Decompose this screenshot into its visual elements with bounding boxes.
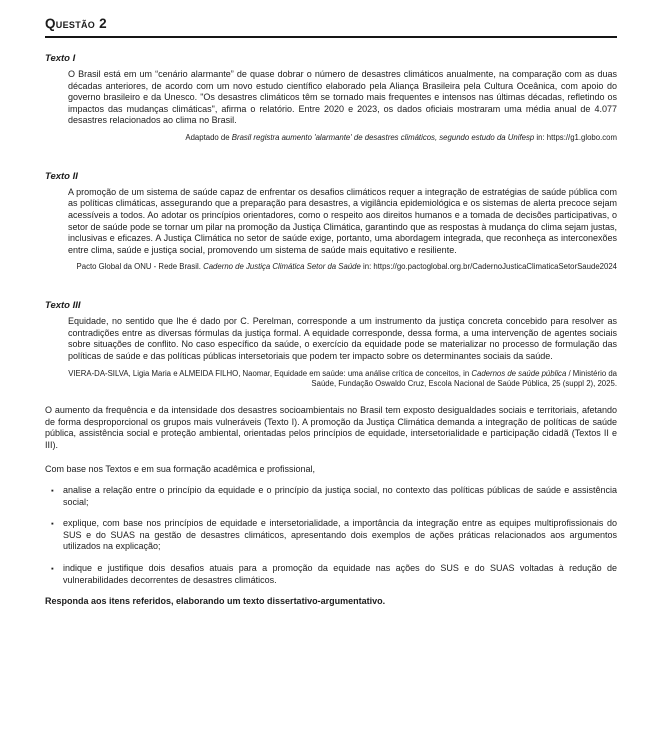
text-label-2: Texto II [45, 170, 78, 182]
text-body-2: A promoção de um sistema de saúde capaz de enfrentar os desafios climáticos requer a integração de estratégias de saúde pública com as políticas climáticas, assegurando que a preparação para desastres, a vigilância epidemiológica e os sistemas de alerta precoce sejam acessíveis a todos. Ao adotar os princípios orientadores, como o respeito aos direitos humanos e a tomada de decisões participativas, o setor de saúde pode se tornar um pilar na promoção da Justiça Climática, garantindo que as respostas à mudança do clima sejam justas, inclusivas e eficazes. A Justiça Climática no setor de saúde exige, portanto, uma abordagem integrada, que reconheça as interconexões entre clima, saúde e justiça social, promovendo um sistema de saúde mais equitativo e resiliente. [68, 186, 617, 255]
prompt-lead: Com base nos Textos e em sua formação acadêmica e profissional, [45, 464, 315, 475]
citation-3-title: Cadernos de saúde pública [471, 368, 567, 378]
instruction-list [45, 485, 617, 586]
text-label-3: Texto III [45, 300, 81, 312]
citation-3-suffix: / Ministério da Saúde, Fundação Oswaldo Cruz, Escola Nacional de Saúde Pública, 25 (suppl 2), 2025. [311, 368, 617, 389]
instruction-item-1: ▪ analise a relação entre o princípio da equidade e o princípio da justiça social, no contexto das políticas públicas de saúde e assistência social; [45, 485, 617, 508]
citation-3 [45, 369, 617, 391]
text-body-1: O Brasil está em um “cenário alarmante” de quase dobrar o número de desastres climáticos anualmente, na comparação com as duas décadas anteriores, de acordo com um novo estudo científico elaborado pela Aliança Brasileira pela Cultura Oceânica, com apoio do governo brasileiro e da Unesco. "Os desastres climáticos têm se tornado mais frequentes e intensos nas últimas décadas, refletindo os impactos das mudanças climáticas", afirma o relatório. Entre 2020 e 2023, os dados oficiais mostraram uma média anual de 4.077 desastres relacionados ao clima no Brasil. [68, 69, 617, 126]
text-label-1: Texto I [45, 53, 76, 64]
text-section-2 [45, 171, 617, 273]
text-section-1 [45, 53, 617, 144]
question-title: Questão 2 [45, 16, 107, 31]
prompt-paragraph: O aumento da frequência e da intensidade dos desastres socioambientais no Brasil tem exposto desigualdades sociais e territoriais, afetando de forma desproporcional os grupos mais vulneráveis (Texto I). A promoção da Justiça Climática demanda a integração de políticas de saúde pública, assistência social e proteção ambiental, orientadas pelos princípios de equidade, intersetorialidade e participação cidadã (Textos II e III). [45, 405, 617, 450]
citation-1 [45, 133, 617, 144]
text-body-3: Equidade, no sentido que lhe é dado por C. Perelman, corresponde a um instrumento da justiça concreta concebido para resolver as contradições entre as diversas fórmulas da justiça formal. A equidade corresponde, dessa forma, a uma intervenção de agentes sociais sobre situações de conflito. No caso específico da saúde, o exercício da equidade pode se materializar no processo de formulação das políticas de saúde e das políticas públicas intersetoriais que podem ter impacto sobre os determinantes sociais da saúde. [68, 316, 617, 361]
citation-1-title: Brasil registra aumento 'alarmante' de desastres climáticos, segundo estudo da Unifesp [231, 132, 535, 142]
instruction-item-2: ▪ explique, com base nos princípios de equidade e intersetorialidade, a importância da integração entre as equipes multiprofissionais do SUS e do SUAS na gestão de desastres climáticos, apresentando dois exemplos de ações práticas relacionados aos argumentos utilizados na explicação; [45, 518, 617, 553]
citation-2 [45, 262, 617, 273]
citation-2-prefix: Pacto Global da ONU - Rede Brasil. [76, 262, 204, 272]
question-header [45, 16, 617, 38]
closing-instruction: Responda aos itens referidos, elaborando um texto dissertativo-argumentativo. [45, 596, 386, 607]
text-section-3 [45, 300, 617, 390]
citation-1-prefix: Adaptado de [185, 132, 232, 142]
citation-2-title: Caderno de Justiça Climática Setor da Saúde [203, 262, 361, 272]
citation-1-suffix: in: https://g1.globo.com [534, 132, 617, 142]
citation-3-prefix: VIERA-DA-SILVA, Ligia Maria e ALMEIDA FILHO, Naomar, Equidade em saúde: uma análise crítica de conceitos, in [68, 368, 472, 378]
instruction-item-3: ▪ indique e justifique dois desafios atuais para a promoção da equidade nas ações do SUS e do SUAS voltadas à redução de vulnerabilidades decorrentes de desastres climáticos. [45, 563, 617, 586]
citation-2-suffix: in: https://go.pactoglobal.org.br/CadernoJusticaClimaticaSetorSaude2024 [360, 262, 617, 272]
